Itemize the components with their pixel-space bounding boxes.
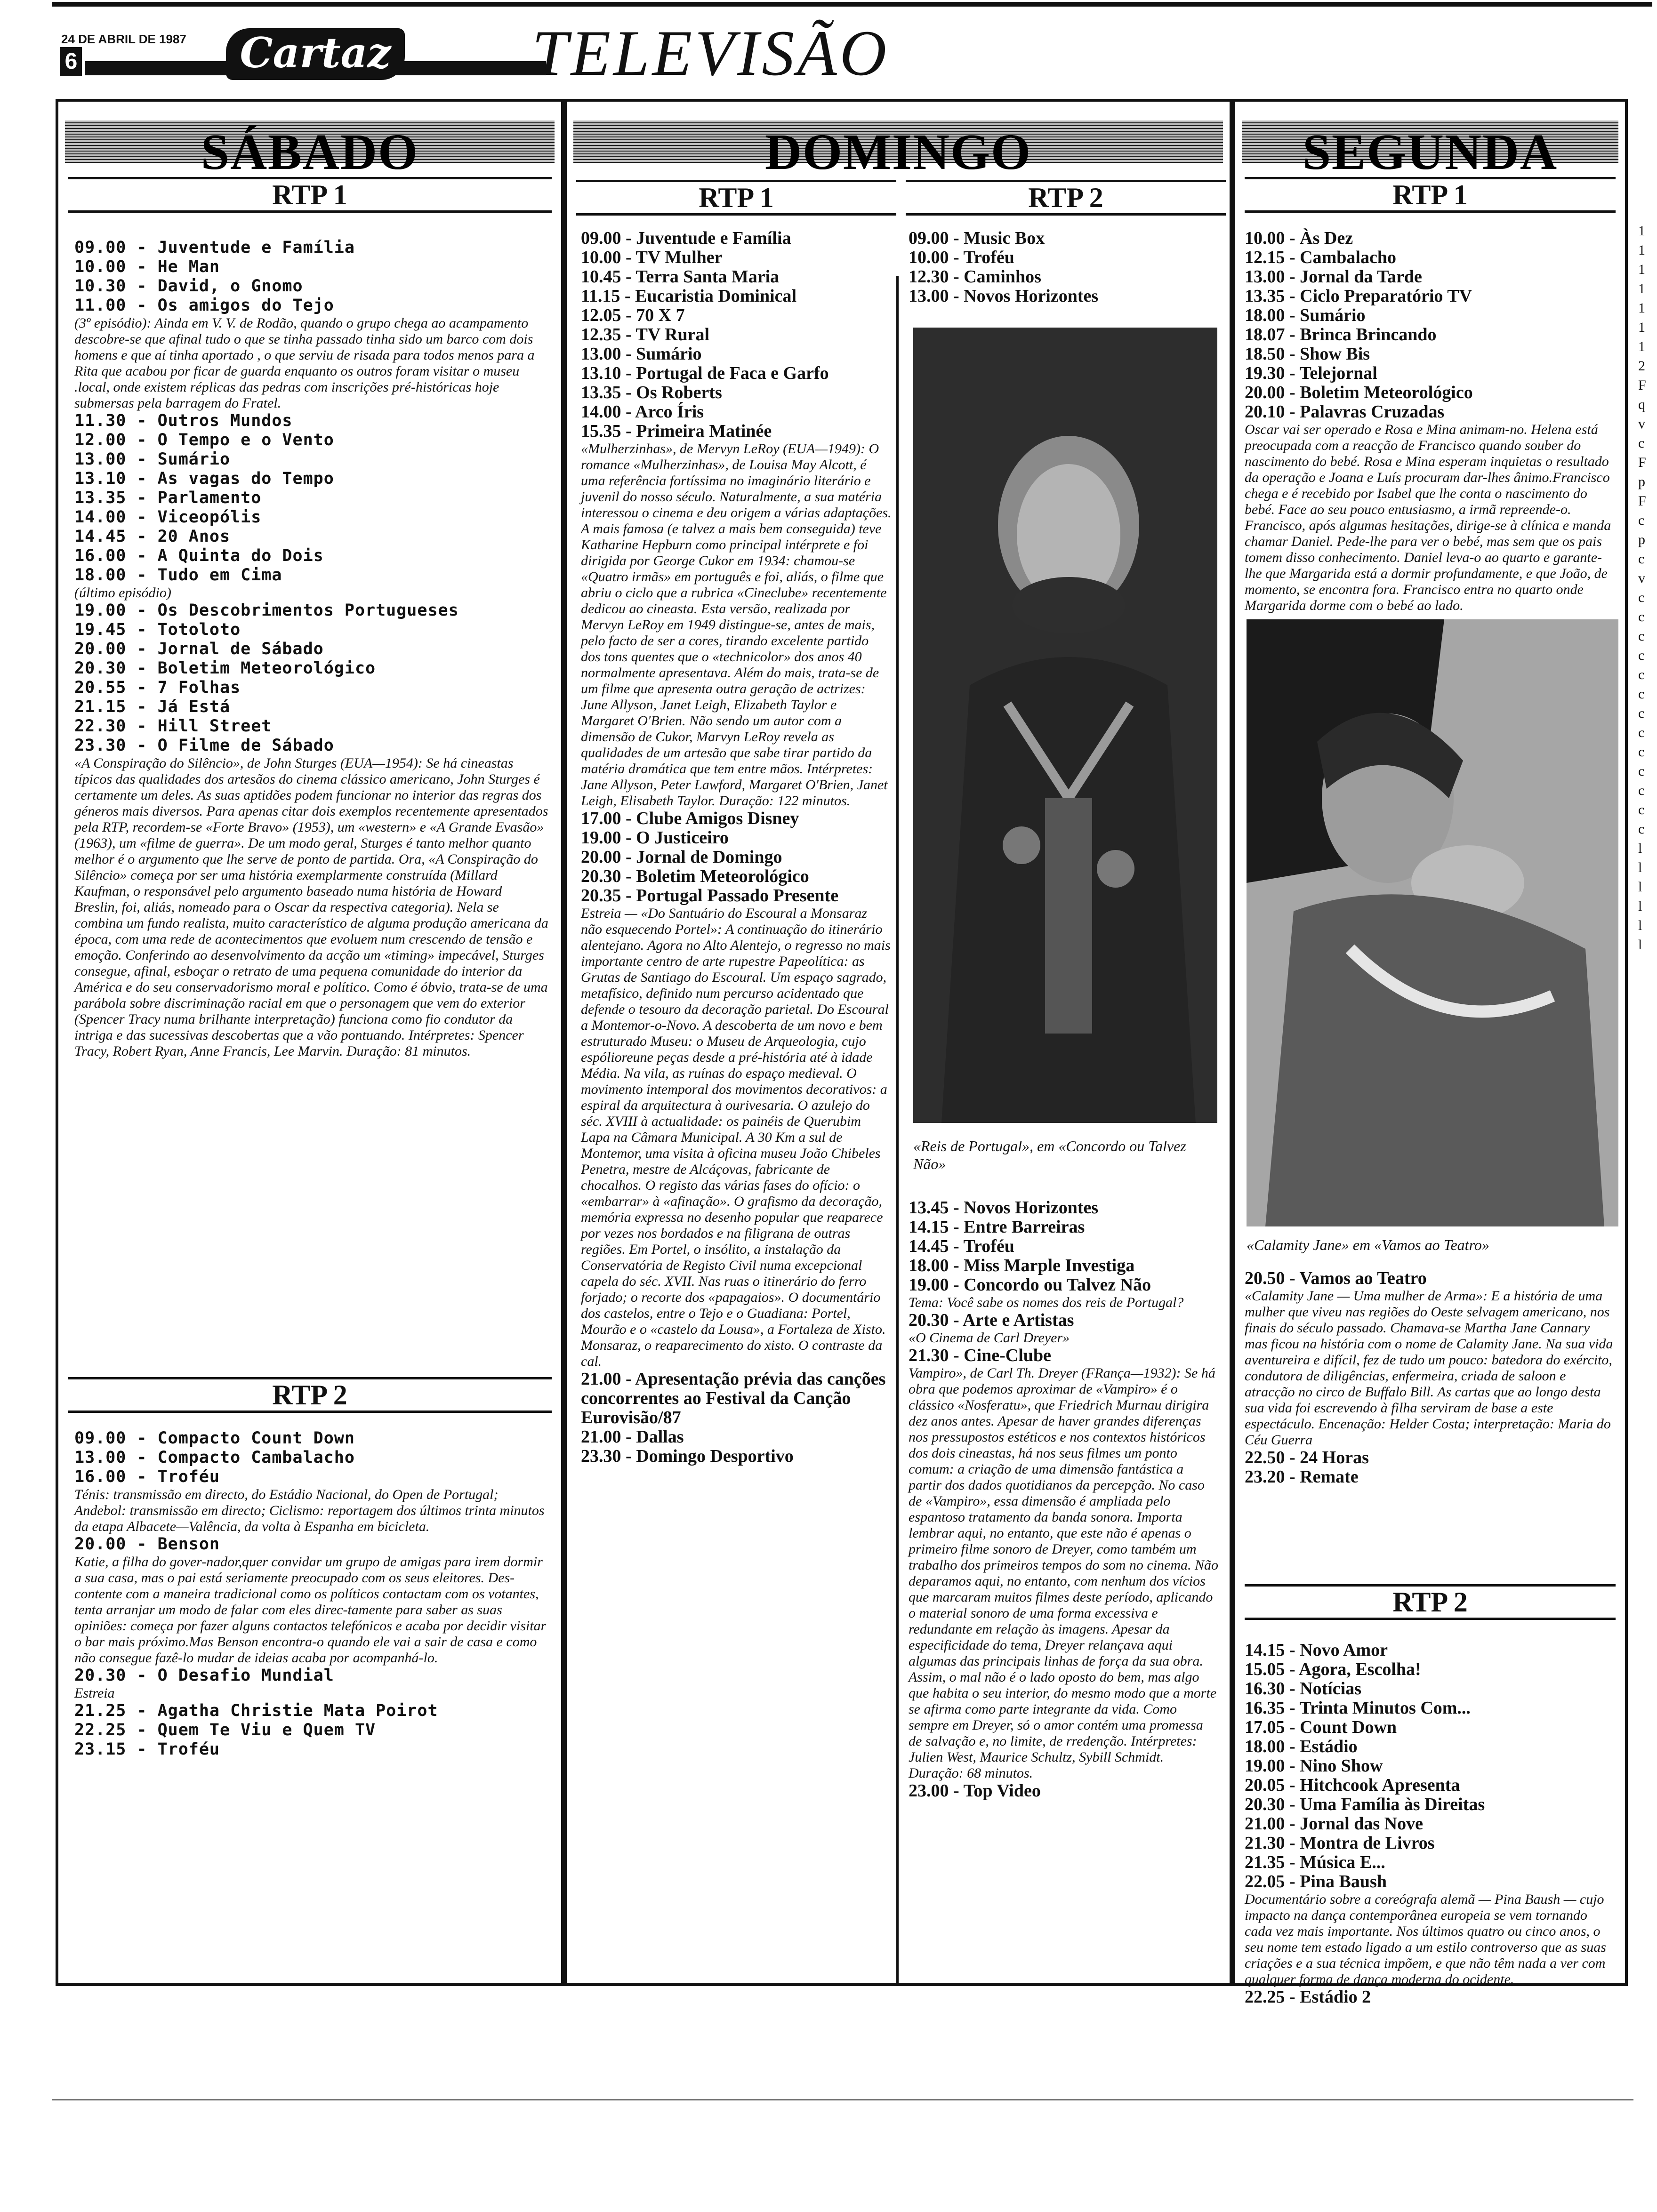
channel-heading-sabado-rtp2: RTP 2 — [68, 1377, 552, 1413]
edge-fragment: 1 — [1638, 320, 1645, 335]
edge-fragment: c — [1638, 802, 1645, 817]
programme-entry: 23.00 - Top Video — [909, 1781, 1041, 1801]
programme-entry: 17.05 - Count Down — [1245, 1717, 1397, 1737]
programme-entry: 14.00 - Arco Íris — [581, 402, 704, 422]
edge-fragment: l — [1638, 841, 1642, 856]
edge-fragment: l — [1638, 937, 1642, 953]
programme-description: (3º episódio): Ainda em V. V. de Rodão, quando o grupo chega ao acampamento descobre-se que afinal tudo o que se tinha passado tinha sido um barco com dois homens e que aí tinha aportado , o que serviu de risada para todos menos para a Rita que acabou por ficar de guarda enquanto os outros foram visitar o museu .local, onde existem réplicas das pedras com inscrições pré-históricas hoje submersas pela barragem do Fratel. — [74, 315, 535, 411]
programme-entry: 16.35 - Trinta Minutos Com... — [1245, 1698, 1471, 1718]
programme-entry: 18.07 - Brinca Brincando — [1245, 325, 1437, 345]
programme-entry: 18.00 - Sumário — [1245, 305, 1366, 325]
programme-entry: 13.35 - Parlamento — [74, 489, 262, 507]
programme-description: Katie, a filha do gover-nador,quer convidar um grupo de amigas para irem dormir a sua casa, mas o pai está seriamente preocupado com os seus eleitores. Des-contente com a maneira tradicional como os políticos contactam com os votantes, tenta arranjar um modo de falar com eles direc-tamente para saber as suas opiniões: começa por fazer alguns contactos telefónicos e acaba por decidir visitar o bar mais próximo.Mas Benson encontra-o quando ele vai a sair de casa e como não consegue fazê-lo mudar de ideias acaba por acompanhá-lo. — [74, 1554, 547, 1666]
programme-entry: 20.00 - Jornal de Sábado — [74, 640, 324, 658]
programme-entry: 23.30 - O Filme de Sábado — [74, 736, 334, 755]
edge-fragment: c — [1638, 648, 1645, 663]
edge-fragment: l — [1638, 898, 1642, 914]
edge-fragment: l — [1638, 918, 1642, 933]
column-sabado — [56, 99, 564, 1986]
edge-fragment: 2 — [1638, 358, 1645, 374]
photo-caption-domingo: «Reis de Portugal», em «Concordo ou Talvez Não» — [913, 1138, 1186, 1172]
column-domingo — [564, 99, 1232, 1986]
channel-heading-domingo-rtp2: RTP 2 — [906, 180, 1226, 216]
programme-entry: 12.05 - 70 X 7 — [581, 305, 685, 325]
listing-domingo-rtp2-bottom — [909, 1198, 1219, 1801]
programme-entry: 23.20 - Remate — [1245, 1467, 1359, 1487]
programme-entry: 13.00 - Novos Horizontes — [909, 286, 1099, 306]
programme-entry: 21.35 - Música E... — [1245, 1852, 1385, 1872]
programme-entry: 09.00 - Music Box — [909, 228, 1045, 248]
channel-heading-segunda-rtp2: RTP 2 — [1245, 1584, 1616, 1620]
edge-fragment: l — [1638, 879, 1642, 895]
listing-segunda-rtp1-top — [1245, 229, 1616, 614]
programme-entry: 13.00 - Compacto Cambalacho — [74, 1448, 355, 1467]
programme-entry: 14.45 - Troféu — [909, 1236, 1014, 1256]
listing-segunda-rtp1-bottom — [1245, 1269, 1616, 1487]
programme-description: «Calamity Jane — Uma mulher de Arma»: E a história de uma mulher que viveu nas regiões do Oeste selvagem americano, nos finais do século passado. Chamava-se Martha Jane Cannary mas ficou na história com o nome de Calamity Jane. Na sua vida aventureira e difícil, fez de tudo um pouco: batedora do exército, condutora de diligências, enfermeira, criada de saloon e atracção no circo de Buffalo Bill. As cartas que ao longo desta sua vida foi escrevendo à filha serviram de base a este espectáculo. Encenação: Helder Costa; interpretação: Maria do Céu Guerra — [1245, 1288, 1613, 1448]
programme-entry: 11.15 - Eucaristia Dominical — [581, 286, 797, 306]
edge-fragment: p — [1638, 532, 1645, 547]
programme-entry: 10.00 - Troféu — [909, 248, 1014, 267]
edge-fragment: c — [1638, 609, 1645, 625]
programme-description: «O Cinema de Carl Dreyer» — [909, 1330, 1070, 1346]
programme-description: Oscar vai ser operado e Rosa e Mina animam-no. Helena está preocupada com a reacção de Francisco quando souber do nascimento do bebé. Rosa e Mina esperam inquietas o resultado da operação e Joana e Luís procuram dar-lhes ânimo.Francisco chega e é recebido por Isabel que lhe conta o nascimento do bebé. Face ao seu pouco entusiasmo, a irmã repreende-o. Francisco, após algumas hesitações, dirige-se à clínica e manda chamar Daniel. Pede-lhe para ver o bebé, mas sem que os pais tomem disso conhecimento. Daniel leva-o ao quarto e garante-lhe que Margarida está a dormir profundamente, e que João, de momento, se encontra fora. Francisco entra no quarto onde Margarida dorme com o bebé ao lado. — [1245, 422, 1611, 613]
bottom-rule — [52, 2099, 1633, 2100]
programme-entry: 16.00 - A Quinta do Dois — [74, 546, 324, 565]
programme-entry: 20.30 - Boletim Meteorológico — [74, 659, 376, 678]
day-band-segunda — [1242, 120, 1618, 180]
photo-reis-de-portugal — [913, 328, 1217, 1123]
edge-fragment: v — [1638, 416, 1645, 432]
dateline: 24 DE ABRIL DE 1987 — [61, 32, 186, 46]
programme-entry: 09.00 - Juventude e Família — [581, 228, 791, 248]
programme-entry: 20.35 - Portugal Passado Presente — [581, 886, 839, 906]
listing-domingo-rtp2-top — [909, 229, 1219, 306]
edge-fragment: p — [1638, 474, 1645, 489]
edge-fragment: c — [1638, 763, 1645, 779]
programme-entry: 21.30 - Cine-Clube — [909, 1346, 1051, 1365]
edge-fragment: c — [1638, 551, 1645, 567]
edge-fragment: 1 — [1638, 242, 1645, 258]
column-divider — [896, 276, 899, 1984]
programme-entry: 19.00 - Os Descobrimentos Portugueses — [74, 601, 459, 620]
channel-heading-sabado-rtp1: RTP 1 — [68, 177, 552, 213]
edge-fragment: 1 — [1638, 281, 1645, 297]
programme-entry: 20.50 - Vamos ao Teatro — [1245, 1268, 1427, 1288]
listing-sabado-rtp2 — [74, 1429, 549, 1759]
edge-fragment: c — [1638, 686, 1645, 702]
programme-entry: 22.25 - Estádio 2 — [1245, 1987, 1371, 2007]
edge-fragment: 1 — [1638, 262, 1645, 277]
programme-entry: 10.00 - TV Mulher — [581, 248, 723, 267]
programme-entry: 11.30 - Outros Mundos — [74, 411, 293, 430]
programme-entry: 21.00 - Dallas — [581, 1427, 684, 1447]
programme-entry: 13.00 - Jornal da Tarde — [1245, 267, 1422, 287]
programme-entry: 15.05 - Agora, Escolha! — [1245, 1659, 1421, 1679]
programme-entry: 12.15 - Cambalacho — [1245, 248, 1396, 267]
programme-description: Estreia — «Do Santuário do Escoural a Monsaraz não esquecendo Portel»: A continuação do itinerário alentejano. Agora no Alto Alentejo, o regresso no mais importante centro de arte rupestre Papeolítica: as Grutas de Santiago do Escoural. Um espaço sagrado, metafísico, definido num percurso acidentado que defende o tesouro da decoração parietal. Do Escoural a Montemor-o-Novo. A descoberta de um novo e bem estruturado Museu: o Museu de Arqueologia, cujo espólioreune peças desde a pré-história até à idade Média. Na vila, as ruínas do espaço medieval. O movimento intemporal dos movimentos decorativos: a espiral da arquitectura à ourivesaria. O azulejo do séc. XVIII à actualidade: os painéis de Querubim Lapa na Câmara Municipal. A 30 Km a sul de Montemor, uma visita à oficina museu João Chibeles Penetra, mestre de Alcáçovas, fabricante de chocalhos. O registo das várias fases do ofício: o «embarrar» à «afinação». O grafismo da decoração, memória expressa no desenho popular que reaparece por vezes nos bordados e na filigrana de outras regiões. Em Portel, o insólito, a instalação da Conservatória de Registo Civil numa excepcional capela do séc. XVII. Nas ruas o itinerário do ferro forjado; o recorte dos «papagaios». O documentário dos castelos, entre o Tejo e o Guadiana: Portel, Mourão e o «castelo da Lousa», a Fortaleza de Xisto. Monsaraz, o reaparecimento do xisto. O contraste da cal. — [581, 906, 891, 1369]
day-name-domingo: DOMINGO — [765, 124, 1031, 180]
programme-entry: 20.30 - O Desafio Mundial — [74, 1666, 334, 1685]
brand-logo: Cartaz — [226, 28, 405, 80]
listing-domingo-rtp1 — [581, 229, 892, 1466]
programme-entry: 14.00 - Viceopólis — [74, 508, 262, 527]
programme-description: «Mulherzinhas», de Mervyn LeRoy (EUA—1949): O romance «Mulherzinhas», de Louisa May Alcott, é uma referência fortíssima no imaginário literário e juvenil do nosso século. Naturalmente, a sua matéria interessou o cinema e deu origem a várias adaptações. A mais famosa (e talvez a mais bem conseguida) teve Katharine Hepburn como principal intérprete e foi dirigida por George Cukor em 1934: chamou-se «Quatro irmãs» em português e foi, aliás, o filme que abriu o ciclo que a rubrica «Cineclube» recentemente dedicou ao cineasta. Esta versão, realizada por Mervyn LeRoy em 1949 distingue-se, antes de mais, pelo facto de ser a cores, tirando excelente partido dos tons quentes que o «technicolor» dos anos 40 normalmente apresentava. Além do mais, trata-se de um filme que apresenta outra geração de actrizes: June Allyson, Janet Leigh, Elizabeth Taylor e Margaret O'Brien. Não sendo um autor com a dimensão de Cukor, Marvyn LeRoy revela as qualidades de um artesão que sabe tirar partido da matéria dramática que tem entre mãos. Intérpretes: Jane Allyson, Peter Lawford, Margaret O'Brien, Janet Leigh, Elisabeth Taylor. Duração: 122 minutos. — [581, 441, 892, 809]
edge-fragment: F — [1638, 455, 1646, 470]
programme-entry: 22.25 - Quem Te Viu e Quem TV — [74, 1721, 376, 1739]
edge-fragment: l — [1638, 860, 1642, 875]
edge-fragment: 1 — [1638, 300, 1645, 316]
day-band-sabado — [65, 120, 555, 180]
next-column-edge — [1638, 221, 1654, 2010]
programme-entry: 21.15 - Já Está — [74, 697, 231, 716]
programme-entry: 19.00 - Nino Show — [1245, 1756, 1383, 1776]
programme-entry: 09.00 - Compacto Count Down — [74, 1429, 355, 1448]
programme-entry: 16.00 - Troféu — [74, 1467, 220, 1486]
programme-entry: 23.15 - Troféu — [74, 1740, 220, 1759]
edge-fragment: q — [1638, 397, 1645, 412]
programme-entry: 18.50 - Show Bis — [1245, 344, 1370, 364]
programme-entry: 19.00 - Concordo ou Talvez Não — [909, 1275, 1151, 1295]
programme-description: (último episódio) — [74, 585, 171, 601]
edge-fragment: c — [1638, 667, 1645, 682]
programme-entry: 21.25 - Agatha Christie Mata Poirot — [74, 1701, 438, 1720]
programme-entry: 13.35 - Ciclo Preparatório TV — [1245, 286, 1472, 306]
page-number: 6 — [60, 47, 82, 76]
edge-fragment: v — [1638, 570, 1645, 586]
programme-entry: 15.35 - Primeira Matinée — [581, 421, 772, 441]
programme-entry: 20.30 - Uma Família às Direitas — [1245, 1795, 1485, 1814]
programme-entry: 22.05 - Pina Baush — [1245, 1872, 1387, 1891]
day-name-segunda: SEGUNDA — [1302, 124, 1558, 180]
programme-entry: 09.00 - Juventude e Família — [74, 238, 355, 257]
programme-entry: 11.00 - Os amigos do Tejo — [74, 296, 334, 315]
programme-entry: 13.00 - Sumário — [581, 344, 702, 364]
channel-heading-domingo-rtp1: RTP 1 — [576, 180, 896, 216]
listing-sabado-rtp1 — [74, 238, 549, 1059]
top-rule — [52, 2, 1652, 7]
programme-entry: 13.35 - Os Roberts — [581, 383, 722, 402]
programme-description: Tema: Você sabe os nomes dos reis de Portugal? — [909, 1295, 1184, 1310]
edge-fragment: 1 — [1638, 339, 1645, 354]
section-title: TELEVISÃO — [532, 17, 890, 89]
programme-entry: 20.00 - Boletim Meteorológico — [1245, 383, 1473, 402]
photo-calamity-jane — [1247, 619, 1618, 1226]
day-band-domingo — [573, 120, 1223, 180]
programme-description: Vampiro», de Carl Th. Dreyer (FRança—1932): Se há obra que podemos aproximar de «Vampiro» é o clássico «Nosferatu», que Friedrich Murnau dirigira dez anos antes. Apesar de haver grandes diferenças nos pressupostos estéticos e nos contextos históricos dos dois cineastas, há nos seus filmes um ponto comum: a criação de uma dimensão fantástica a partir dos dados quotidianos da percepção. No caso de «Vampiro», essa dimensão é ampliada pelo espantoso tratamento da banda sonora. Importa lembrar aqui, no entanto, que este não é apenas o primeiro filme sonoro de Dreyer, como também um trabalho dos primeiros tempos do som no cinema. Não deparamos aqui, no entanto, com nenhum dos vícios que marcaram muitos filmes deste período, aplicando o material sonoro de uma forma excessiva e redundante em relação às imagens. Apesar da especificidade do tema, Dreyer relançava aqui algumas das principais linhas de força da sua obra. Assim, o mal não é o lado oposto do bem, mas algo que habita o seu interior, do mesmo modo que a morte se afirma como parte integrante da vida. Como sempre em Dreyer, só o amor contém uma promessa de salvação e, no limite, de rredenção. Intérpretes: Julien West, Maurice Schultz, Sybill Schmidt. Duração: 68 minutos. — [909, 1365, 1219, 1781]
programme-entry: 20.10 - Palavras Cruzadas — [1245, 402, 1445, 422]
programme-entry: 14.15 - Novo Amor — [1245, 1640, 1388, 1660]
programme-entry: 12.35 - TV Rural — [581, 325, 710, 345]
programme-entry: 13.00 - Sumário — [74, 450, 231, 469]
day-name-sabado: SÁBADO — [201, 124, 419, 180]
edge-fragment: c — [1638, 628, 1645, 644]
programme-entry: 13.45 - Novos Horizontes — [909, 1198, 1099, 1218]
programme-entry: 10.00 - Às Dez — [1245, 228, 1353, 248]
programme-entry: 20.00 - Jornal de Domingo — [581, 847, 782, 867]
programme-entry: 20.30 - Boletim Meteorológico — [581, 866, 809, 886]
programme-entry: 21.00 - Apresentação prévia das canções concorrentes ao Festival da Canção Eurovisão/87 — [581, 1369, 886, 1427]
portrait-illustration — [1247, 619, 1618, 1226]
edge-fragment: c — [1638, 821, 1645, 837]
programme-entry: 20.55 - 7 Folhas — [74, 678, 241, 697]
programme-description: «A Conspiração do Silêncio», de John Sturges (EUA—1954): Se há cineastas típicos das qualidades dos artesãos do cinema clássico americano, John Sturges é certamente um deles. As suas aptidões podem funcionar no interior das regras dos géneros mais diversos. Para apenas citar dois exemplos recentemente apresentados pela RTP, recordem-se «Forte Bravo» (1953), um «western» e «A Grande Evasão» (1963), um «filme de guerra». De um modo geral, Sturges é tanto melhor quanto melhor é o argumento que lhe serve de ponto de partida. Ora, «A Conspiração do Silêncio» começa por ser uma história exemplarmente construída (Millard Kaufman, o responsável pelo argumento baseado numa história de Howard Breslin, foi, aliás, nomeado para o Oscar da respectiva categoria). Nela se combina um fundo realista, muito característico de alguma produção americana da época, com uma rede de acontecimentos que evoluem num crescendo de tensão e emoção. Conferindo ao desenvolvimento da acção um «timing» impecável, Sturges consegue, afinal, esboçar o retrato de uma pequena comunidade do interior da América e do seu conservadorismo moral e político. Como é óbvio, trata-se de uma parábola sobre discriminação racial em que o personagem que vem do exterior (Spencer Tracy numa brilhante interpretação) funciona como fio condutor da intriga e das sucessivas descobertas que a vão pontuando. Intérpretes: Spencer Tracy, Robert Ryan, Anne Francis, Lee Marvin. Duração: 81 minutos. — [74, 755, 548, 1059]
edge-fragment: c — [1638, 705, 1645, 721]
programme-entry: 22.30 - Hill Street — [74, 717, 272, 736]
photo-caption-segunda: «Calamity Jane» em «Vamos ao Teatro» — [1247, 1236, 1489, 1253]
programme-entry: 13.10 - Portugal de Faca e Garfo — [581, 363, 829, 383]
programme-entry: 22.50 - 24 Horas — [1245, 1448, 1369, 1467]
programme-description: Documentário sobre a coreógrafa alemã — Pina Baush — cujo impacto na dança contemporânea europeia se vem tornando cada vez mais importante. Nos últimos quatro ou cinco anos, o seu nome tem estado ligado a um estilo controverso que as suas criações e a sua técnica impõem, e que não têm nada a ver com qualquer forma de dança moderna do ocidente. — [1245, 1891, 1606, 1987]
channel-heading-segunda-rtp1: RTP 1 — [1245, 177, 1616, 213]
edge-fragment: c — [1638, 744, 1645, 760]
programme-entry: 21.30 - Montra de Livros — [1245, 1833, 1435, 1853]
programme-entry: 19.45 - Totoloto — [74, 620, 241, 639]
programme-entry: 18.00 - Estádio — [1245, 1737, 1358, 1756]
edge-fragment: c — [1638, 513, 1645, 528]
edge-fragment: F — [1638, 377, 1646, 393]
programme-entry: 10.00 - He Man — [74, 257, 220, 276]
edge-fragment: c — [1638, 590, 1645, 605]
programme-entry: 20.05 - Hitchcook Apresenta — [1245, 1775, 1460, 1795]
programme-entry: 21.00 - Jornal das Nove — [1245, 1814, 1423, 1834]
programme-entry: 19.30 - Telejornal — [1245, 363, 1377, 383]
edge-fragment: 1 — [1638, 223, 1645, 239]
programme-description: Estreia — [74, 1685, 115, 1701]
programme-entry: 18.00 - Miss Marple Investiga — [909, 1256, 1135, 1275]
programme-entry: 12.00 - O Tempo e o Vento — [74, 431, 334, 449]
programme-entry: 18.00 - Tudo em Cima — [74, 566, 282, 585]
edge-fragment: c — [1638, 435, 1645, 451]
portrait-illustration — [913, 328, 1217, 1123]
programme-entry: 16.30 - Notícias — [1245, 1679, 1362, 1699]
programme-entry: 13.10 - As vagas do Tempo — [74, 469, 334, 488]
programme-entry: 23.30 - Domingo Desportivo — [581, 1446, 794, 1466]
programme-entry: 14.45 - 20 Anos — [74, 527, 231, 546]
listing-segunda-rtp2 — [1245, 1641, 1616, 2007]
programme-entry: 10.45 - Terra Santa Maria — [581, 267, 780, 287]
programme-description: Ténis: transmissão em directo, do Estádio Nacional, do Open de Portugal; Andebol: transmissão em directo; Ciclismo: reportagem dos últimos trinta minutos da etapa Albacete—Valência, da volta à Espanha em bicicleta. — [74, 1487, 545, 1534]
edge-fragment: F — [1638, 493, 1646, 509]
programme-entry: 20.30 - Arte e Artistas — [909, 1310, 1074, 1330]
edge-fragment: c — [1638, 783, 1645, 798]
programme-entry: 19.00 - O Justiceiro — [581, 828, 729, 848]
programme-entry: 12.30 - Caminhos — [909, 267, 1041, 287]
column-segunda — [1232, 99, 1628, 2007]
edge-fragment: c — [1638, 725, 1645, 740]
programme-entry: 10.30 - David, o Gnomo — [74, 277, 303, 296]
programme-entry: 20.00 - Benson — [74, 1535, 220, 1554]
programme-entry: 17.00 - Clube Amigos Disney — [581, 809, 799, 828]
programme-entry: 14.15 - Entre Barreiras — [909, 1217, 1085, 1237]
